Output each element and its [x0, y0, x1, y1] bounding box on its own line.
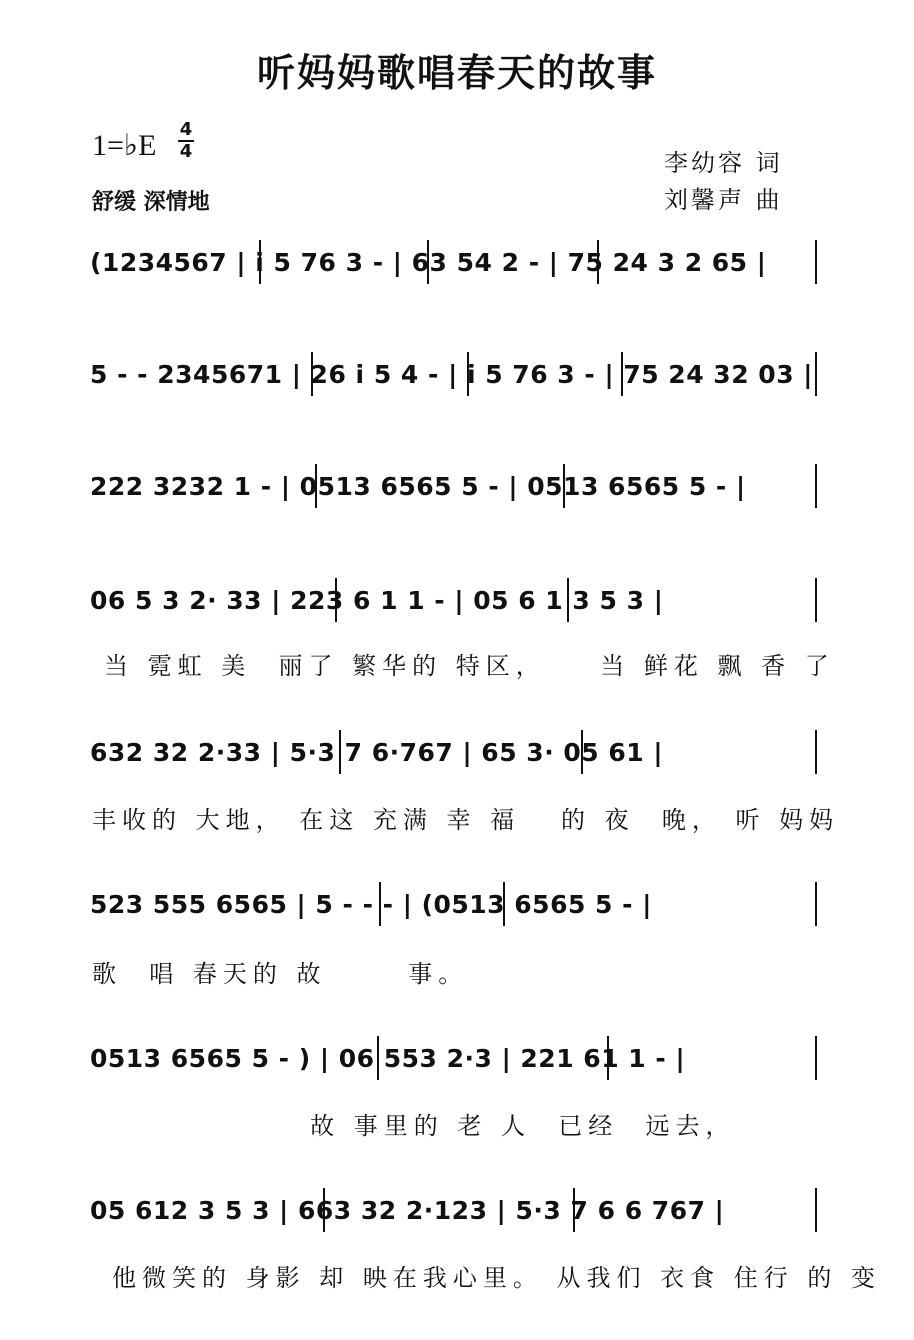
- lyricist-credit: 李幼容 词: [664, 149, 783, 177]
- row-7-notes: 0513 6565 5 - ) | 06 553 2·3 | 221 61 1 - |: [90, 1044, 686, 1073]
- row-3-notes: 222 3232 1 - | 0513 6565 5 - | 0513 6565 5 - |: [90, 472, 746, 501]
- row-2-notes: 5 - - 2345671 | 26 i 5 4 - | i 5 76 3 - | 75 24 32 03 |: [90, 360, 813, 389]
- score-row-5: [90, 728, 818, 788]
- score-row-7: [90, 1034, 818, 1094]
- score-row-6: [90, 880, 818, 940]
- row-4-notes: 06 5 3 2· 33 | 223 6 1 1 - | 05 6 1 3 5 3 |: [90, 586, 664, 615]
- composer-credit: 刘馨声 曲: [664, 186, 783, 214]
- row-5-lyrics: 丰收的 大地， 在这 充满 幸 福 的 夜 晚， 听 妈妈: [92, 806, 840, 834]
- score-row-2: [90, 350, 818, 410]
- row-5-notes: 632 32 2·33 | 5·3 7 6·767 | 65 3· 05 61 |: [90, 738, 664, 767]
- tempo-marking: 舒缓 深情地: [92, 190, 210, 215]
- meter-bottom: 4: [179, 141, 193, 162]
- row-4-lyrics: 当 霓虹 美 丽了 繁华的 特区， 当 鲜花 飘 香 了: [104, 652, 835, 680]
- row-1-notes: (1234567 | i 5 76 3 - | 63 54 2 - | 75 24 3 2 65 |: [90, 248, 767, 277]
- score-row-4: [90, 576, 818, 636]
- time-signature: [176, 120, 196, 162]
- row-8-notes: 05 612 3 5 3 | 663 32 2·123 | 5·3 7 6 6 767 |: [90, 1196, 725, 1225]
- row-6-lyrics: 歌 唱 春天的 故 事。: [92, 960, 469, 988]
- score-row-3: [90, 462, 818, 522]
- score-row-8: [90, 1186, 818, 1246]
- key-signature: 1=♭E: [92, 129, 157, 162]
- score-row-1: [90, 238, 818, 298]
- row-6-notes: 523 555 6565 | 5 - - - | (0513 6565 5 - |: [90, 890, 652, 919]
- meter-top: 4: [179, 119, 193, 140]
- song-title: 听妈妈歌唱春天的故事: [256, 51, 657, 95]
- row-8-lyrics: 他微笑的 身影 却 映在我心里。 从我们 衣食 住行 的 变: [112, 1264, 882, 1292]
- row-7-lyrics: 故 事里的 老 人 已经 远去，: [92, 1112, 736, 1140]
